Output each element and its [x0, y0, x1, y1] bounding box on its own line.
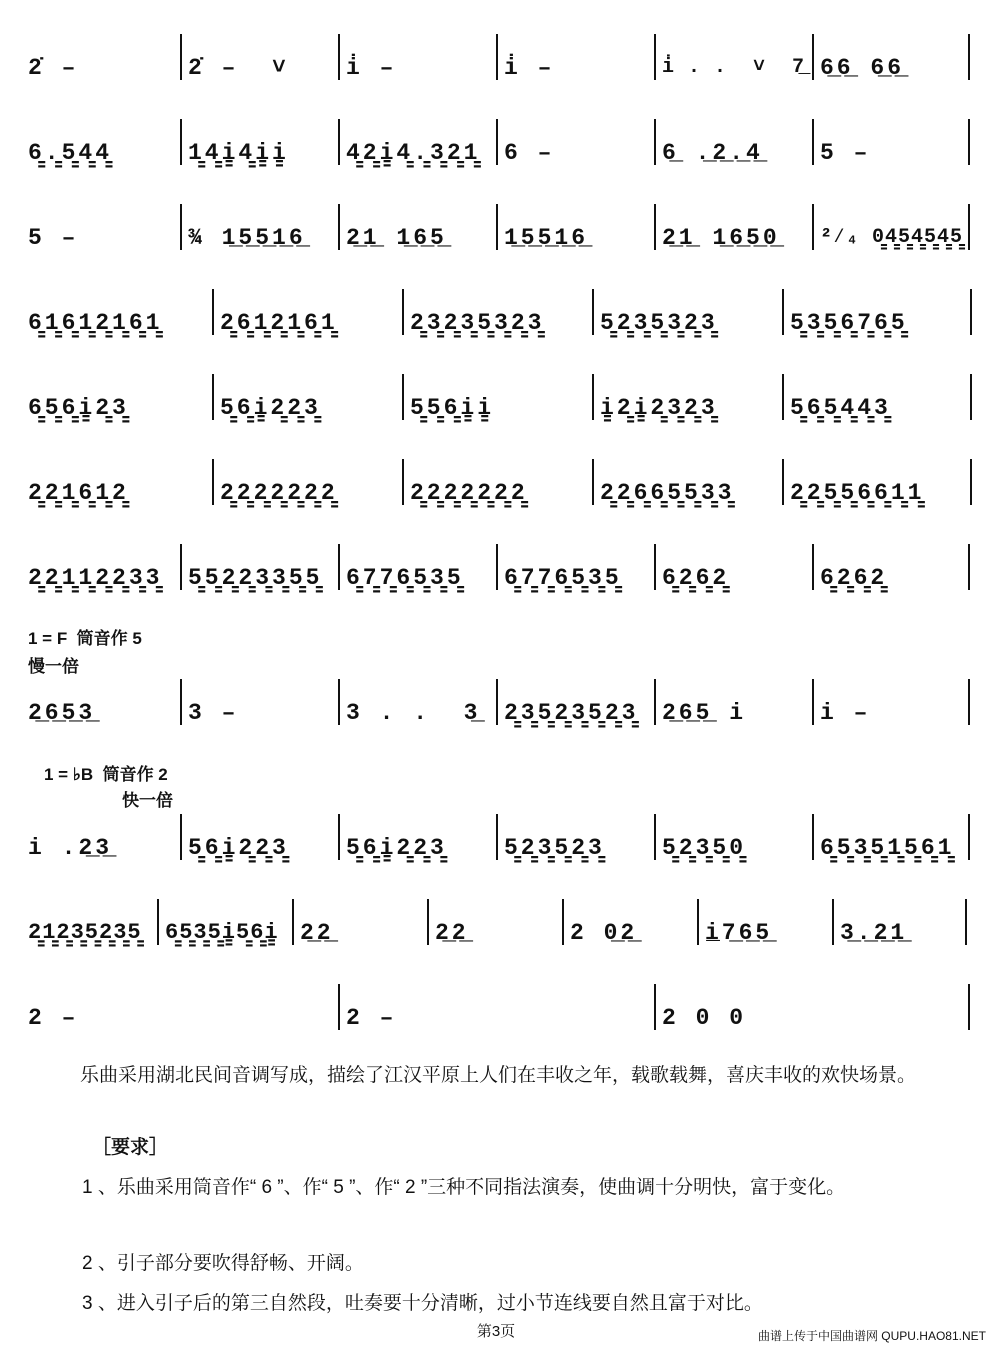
measure — [832, 899, 967, 945]
score-line — [22, 20, 972, 80]
measure — [812, 814, 970, 860]
measure — [654, 814, 812, 860]
measure — [592, 374, 782, 420]
requirement-3: 3 、进入引子后的第三自然段，吐奏要十分清晰，过小节连线要自然且富于对比。 — [82, 1293, 763, 1314]
measure-notes: 2̲1̲ 1̲6̲5̲ — [346, 225, 447, 251]
measure-notes: i – — [820, 700, 871, 726]
measure — [496, 204, 654, 250]
measure-notes: 5̳2̳3̳5̳0̳ — [662, 835, 747, 861]
measure — [338, 814, 496, 860]
measure-notes: 2̳3̳5̳2̳3̳5̳2̳3̳ — [504, 700, 639, 726]
measure — [22, 289, 212, 335]
measure-notes: 1̳4̳i̳4̳i̳i̳ — [188, 140, 289, 166]
measure — [812, 119, 970, 165]
measure-notes: 2 – — [28, 1005, 79, 1031]
measure — [782, 289, 972, 335]
measure — [654, 204, 812, 250]
measure-notes: ²⁄₄ 0̳4̳5̳4̳5̳4̳5̳ — [820, 226, 964, 249]
measure-notes: 6̲ .̲2̲.̲4̲ — [662, 140, 763, 166]
measure — [180, 544, 338, 590]
measure — [427, 899, 562, 945]
key-signature-bb: 1 = ♭B 筒音作 2 — [44, 765, 168, 784]
requirements-title: ［要求］ — [92, 1137, 169, 1158]
score-line — [22, 445, 972, 505]
measure — [812, 679, 970, 725]
measure-notes: 1̲5̲5̲1̲6̲ — [504, 225, 589, 251]
requirement-1: 1 、乐曲采用筒音作“ 6 ”、作“ 5 ”、作“ 2 ”三种不同指法演奏，使曲调十分明快，富于变化。 — [82, 1177, 846, 1198]
measure — [654, 679, 812, 725]
measure-notes: 6̳5̳6̳i̳2̳3̳ — [28, 395, 129, 421]
measure-notes: 2̳2̳2̳2̳2̳2̳2̳ — [220, 480, 338, 506]
measure — [782, 459, 972, 505]
measure — [338, 984, 654, 1030]
measure — [22, 34, 180, 80]
tempo-slow: 慢一倍 — [28, 657, 79, 676]
measure-notes: 5̳5̳6̳i̳i̳ — [410, 395, 495, 421]
score-line — [22, 665, 972, 725]
tempo-fast: 快一倍 — [122, 791, 173, 810]
measure-notes: 2̲1̲ 1̲6̲5̲0̲ — [662, 225, 780, 251]
measure-notes: 5̳6̳i̳2̳2̳3̳ — [220, 395, 321, 421]
measure-notes: i̳2̳i̳2̳3̳2̳3̳ — [600, 395, 718, 421]
measure — [338, 679, 496, 725]
measure — [22, 814, 180, 860]
measure — [496, 544, 654, 590]
measure — [212, 374, 402, 420]
page-number: 第3页 — [476, 1323, 516, 1340]
measure — [402, 459, 592, 505]
measure — [22, 544, 180, 590]
score-line — [22, 360, 972, 420]
measure-notes: 2̳6̳1̳2̳1̳6̳1̳ — [220, 310, 338, 336]
measure-notes: 2̳2̳1̳6̳1̳2̳ — [28, 480, 129, 506]
measure-notes: 3̲.̲2̲1̲ — [840, 920, 908, 946]
measure — [402, 374, 592, 420]
measure — [338, 544, 496, 590]
measure-notes: 2̳2̳5̳5̳6̳6̳1̳1̳ — [790, 480, 925, 506]
measure-notes: 5̳5̳2̳2̳3̳3̳5̳5̳ — [188, 565, 323, 591]
measure — [212, 459, 402, 505]
measure-notes: 2̇ – — [28, 55, 79, 81]
measure — [22, 984, 338, 1030]
measure — [496, 119, 654, 165]
watermark: 曲谱上传于中国曲谱网 QUPU.HAO81.NET — [757, 1329, 986, 1343]
score-line — [22, 275, 972, 335]
measure-notes: 5̳6̳i̳2̳2̳3̳ — [346, 835, 447, 861]
measure — [22, 119, 180, 165]
measure-notes: 2̲6̲5̲ i — [662, 700, 747, 726]
measure-notes: 6̲6̲ 6̲6̲ — [820, 55, 905, 81]
score-line — [22, 885, 972, 945]
measure-notes: 5̳6̳5̳4̳4̳3̳ — [790, 395, 891, 421]
measure-notes: 6̳7̳7̳6̳5̳3̳5̳ — [346, 565, 464, 591]
measure-notes: 2̳2̳6̳6̳5̳5̳3̳3̳ — [600, 480, 735, 506]
measure — [180, 119, 338, 165]
score-line — [22, 970, 972, 1030]
measure-notes: i̇ – — [346, 55, 397, 81]
measure — [22, 679, 180, 725]
measure — [180, 814, 338, 860]
measure-notes: 6 – — [504, 140, 555, 166]
measure-notes: 6̳2̳6̳2̳ — [662, 565, 730, 591]
measure-notes: 2̇ – ˅ — [188, 55, 289, 81]
score-line — [22, 190, 972, 250]
measure-notes: 5̳6̳i̳2̳2̳3̳ — [188, 835, 289, 861]
measure-notes: i̲7̲6̲5̲ — [705, 920, 773, 946]
measure-notes: 2 0 0 — [662, 1005, 747, 1031]
score-line — [22, 105, 972, 165]
measure — [180, 204, 338, 250]
measure — [654, 34, 812, 80]
measure — [496, 679, 654, 725]
measure-notes: 6̳5̳3̳5̳1̳5̳6̳1̳ — [820, 835, 955, 861]
measure-notes: 5̳2̳3̳5̳3̳2̳3̳ — [600, 310, 718, 336]
description-text — [80, 1058, 960, 1094]
measure-notes: 6̳1̳6̳1̳2̳1̳6̳1̳ — [28, 310, 163, 336]
measure-notes: 5 – — [820, 140, 871, 166]
measure — [292, 899, 427, 945]
measure — [180, 679, 338, 725]
measure — [654, 544, 812, 590]
measure — [697, 899, 832, 945]
measure-notes: 2 – — [346, 1005, 397, 1031]
measure — [157, 899, 292, 945]
measure-notes: i̇ . . ˅ 7̲ — [662, 56, 806, 79]
measure — [338, 204, 496, 250]
measure-notes: 5 – — [28, 225, 79, 251]
measure-notes: 5̳2̳3̳5̳2̳3̳ — [504, 835, 605, 861]
measure — [180, 34, 338, 80]
measure — [22, 204, 180, 250]
measure — [22, 459, 212, 505]
description-body: 乐曲采用湖北民间音调写成，描绘了江汉平原上人们在丰收之年，载歌载舞，喜庆丰收的欢快场景。 — [80, 1065, 917, 1086]
measure-notes: 2̲2̲ — [435, 920, 469, 946]
measure-notes: i̇ – — [504, 55, 555, 81]
measure-notes: 4̳2̳i̳4̳.̳3̳2̳1̳ — [346, 140, 481, 166]
measure-notes: 6̳.̳5̳4̳4̳ — [28, 140, 113, 166]
measure-notes: i .2̲3̲ — [28, 835, 113, 861]
measure — [562, 899, 697, 945]
measure — [496, 814, 654, 860]
measure-notes: 2 0̲2̲ — [570, 920, 638, 946]
measure — [22, 374, 212, 420]
measure-notes: 3 . . 3̲ — [346, 700, 481, 726]
measure — [812, 204, 970, 250]
measure-notes: 2̲6̲5̲3̲ — [28, 700, 96, 726]
measure — [812, 544, 970, 590]
measure — [782, 374, 972, 420]
measure-notes: 2̳3̳2̳3̳5̳3̳2̳3̳ — [410, 310, 545, 336]
measure — [338, 119, 496, 165]
measure — [592, 289, 782, 335]
measure-notes: 6̳2̳6̳2̳ — [820, 565, 888, 591]
measure — [812, 34, 970, 80]
measure-notes: 6̳7̳7̳6̳5̳3̳5̳ — [504, 565, 622, 591]
measure-notes: 2̳1̳2̳3̳5̳2̳3̳5̳ — [28, 920, 142, 945]
measure-notes: 6̳5̳3̳5̳i̳5̳6̳i̳ — [165, 920, 279, 945]
requirement-2: 2 、引子部分要吹得舒畅、开阔。 — [82, 1253, 364, 1274]
measure-notes: 2̳2̳1̳1̳2̳2̳3̳3̳ — [28, 565, 163, 591]
score-line — [22, 530, 972, 590]
measure — [654, 119, 812, 165]
key-signature-f: 1 = F 筒音作 5 — [28, 629, 142, 648]
measure — [496, 34, 654, 80]
measure — [212, 289, 402, 335]
measure — [592, 459, 782, 505]
measure — [22, 899, 157, 945]
measure-notes: ¾ 1̲5̲5̲1̲6̲ — [188, 225, 306, 251]
measure-notes: 3 – — [188, 700, 239, 726]
measure-notes: 2̳2̳2̳2̳2̳2̳2̳ — [410, 480, 528, 506]
measure-notes: 5̳3̳5̳6̳7̳6̳5̳ — [790, 310, 908, 336]
measure-notes: 2̲2̲ — [300, 920, 334, 946]
measure — [338, 34, 496, 80]
measure — [654, 984, 970, 1030]
measure — [402, 289, 592, 335]
